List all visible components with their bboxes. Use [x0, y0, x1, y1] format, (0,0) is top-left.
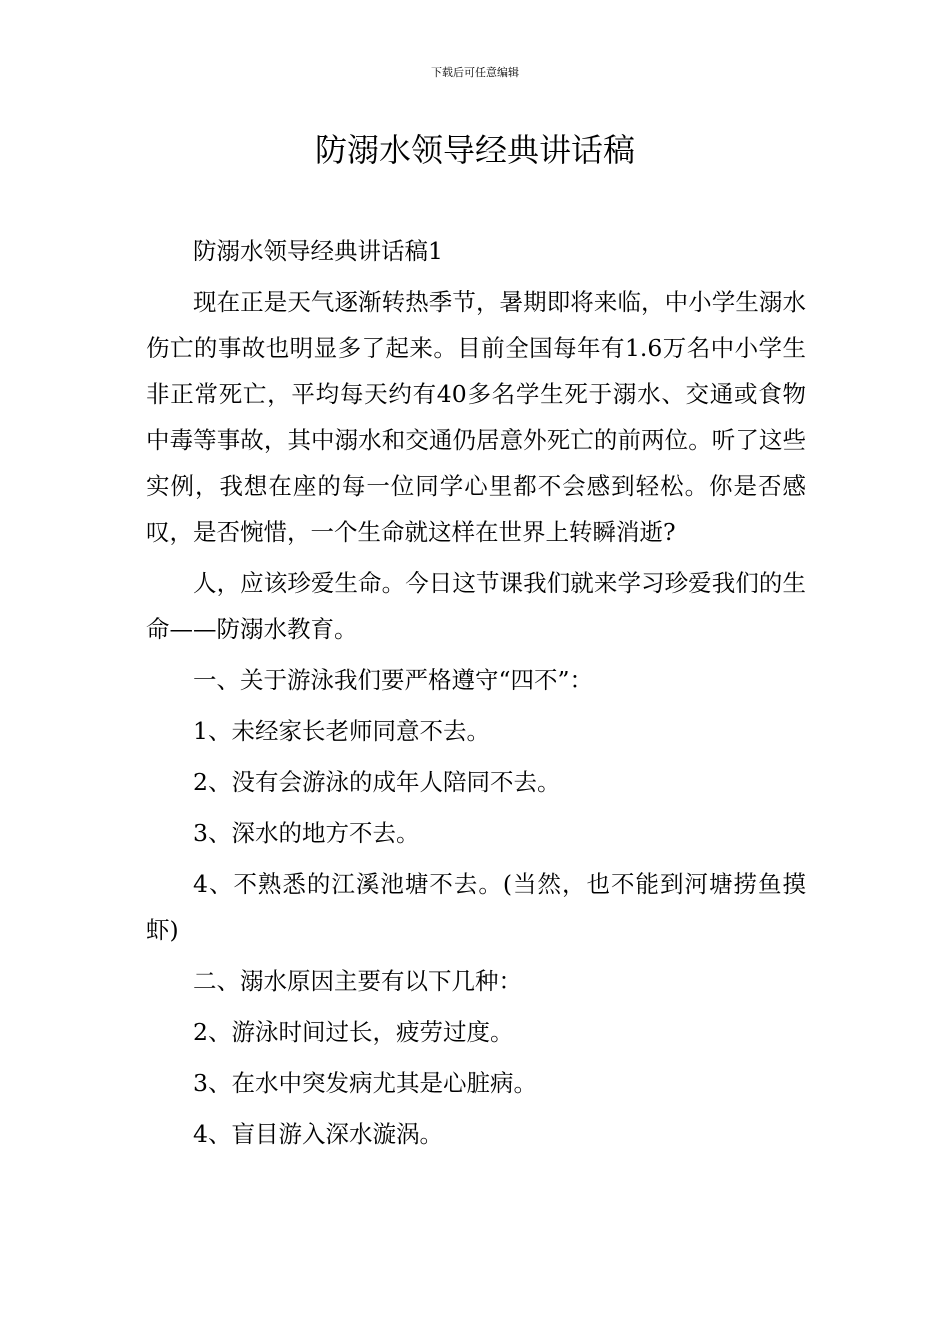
document-title: 防溺水领导经典讲话稿	[314, 131, 635, 169]
document-body	[146, 228, 806, 1162]
page-header-note: 下载后可任意编辑	[431, 66, 519, 79]
body-paragraph: 人，应该珍爱生命。今日这节课我们就来学习珍爱我们的生命——防溺水教育。	[146, 569, 806, 643]
list-item: 2、游泳时间过长，疲劳过度。	[193, 1018, 514, 1046]
list-item: 3、在水中突发病尤其是心脏病。	[193, 1069, 537, 1097]
list-item: 4、不熟悉的江溪池塘不去。(当然，也不能到河塘捞鱼摸虾)	[146, 870, 806, 944]
list-heading: 二、溺水原因主要有以下几种：	[193, 967, 522, 995]
section-heading: 防溺水领导经典讲话稿1	[193, 237, 443, 265]
list-item: 3、深水的地方不去。	[193, 819, 420, 847]
body-paragraph: 现在正是天气逐渐转热季节，暑期即将来临，中小学生溺水伤亡的事故也明显多了起来。目前全国每年有1.6万名中小学生非正常死亡，平均每天约有40多名学生死于溺水、交通或食物中毒等事故，其中溺水和交通仍居意外死亡的前两位。听了这些实例，我想在座的每一位同学心里都不会感到轻松。你是否感叹，是否惋惜，一个生命就这样在世界上转瞬消逝?	[146, 288, 806, 546]
list-item: 1、未经家长老师同意不去。	[193, 717, 490, 745]
list-item: 4、盲目游入深水漩涡。	[193, 1120, 443, 1148]
list-item: 2、没有会游泳的成年人陪同不去。	[193, 768, 561, 796]
list-heading: 一、关于游泳我们要严格遵守“四不”：	[193, 666, 594, 694]
